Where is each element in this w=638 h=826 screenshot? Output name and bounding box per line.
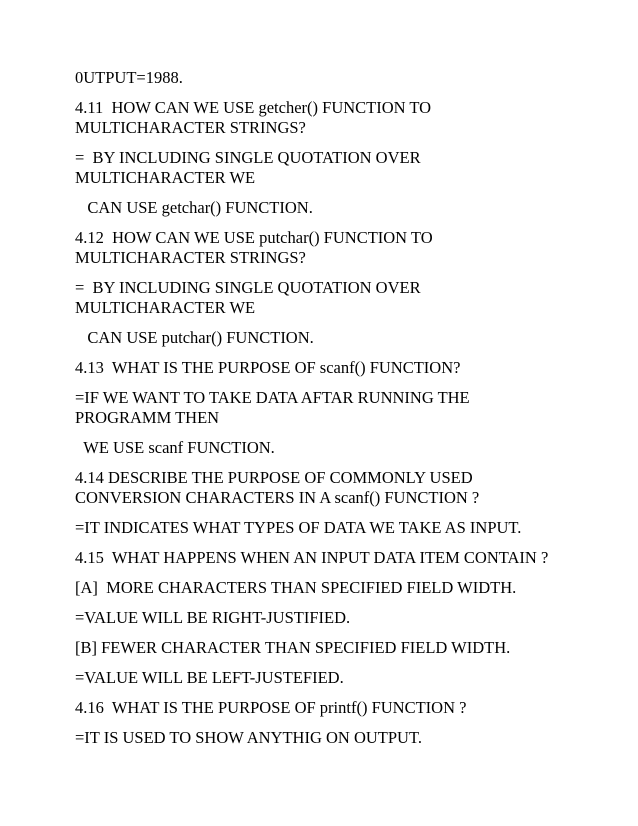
document-body [75,68,615,758]
question-4-16: 4.16 WHAT IS THE PURPOSE OF printf() FUNCTION ? [75,698,467,717]
output-line: 0UTPUT=1988. [75,68,183,87]
answer-4-13-line-2: WE USE scanf FUNCTION. [75,438,275,457]
answer-4-15-part-a: =VALUE WILL BE RIGHT-JUSTIFIED. [75,608,351,627]
question-4-11: 4.11 HOW CAN WE USE getcher() FUNCTION TO MULTICHARACTER STRINGS? [75,98,432,137]
answer-4-11-line-1: = BY INCLUDING SINGLE QUOTATION OVER MULTICHARACTER WE [75,148,421,187]
answer-4-12-line-1: = BY INCLUDING SINGLE QUOTATION OVER MULTICHARACTER WE [75,278,421,317]
answer-4-16: =IT IS USED TO SHOW ANYTHIG ON OUTPUT. [75,728,422,747]
question-4-15: 4.15 WHAT HAPPENS WHEN AN INPUT DATA ITEM CONTAIN ? [75,548,549,567]
answer-4-12-line-2: CAN USE putchar() FUNCTION. [75,328,314,347]
question-4-12: 4.12 HOW CAN WE USE putchar() FUNCTION TO MULTICHARACTER STRINGS? [75,228,433,267]
question-4-14: 4.14 DESCRIBE THE PURPOSE OF COMMONLY USED CONVERSION CHARACTERS IN A scanf() FUNCTION ? [75,468,480,507]
question-4-15-part-b: [B] FEWER CHARACTER THAN SPECIFIED FIELD WIDTH. [75,638,511,657]
question-4-13: 4.13 WHAT IS THE PURPOSE OF scanf() FUNCTION? [75,358,461,377]
answer-4-15-part-b: =VALUE WILL BE LEFT-JUSTEFIED. [75,668,344,687]
answer-4-13-line-1: =IF WE WANT TO TAKE DATA AFTAR RUNNING THE PROGRAMM THEN [75,388,470,427]
question-4-15-part-a: [A] MORE CHARACTERS THAN SPECIFIED FIELD WIDTH. [75,578,517,597]
answer-4-14: =IT INDICATES WHAT TYPES OF DATA WE TAKE AS INPUT. [75,518,522,537]
answer-4-11-line-2: CAN USE getchar() FUNCTION. [75,198,313,217]
